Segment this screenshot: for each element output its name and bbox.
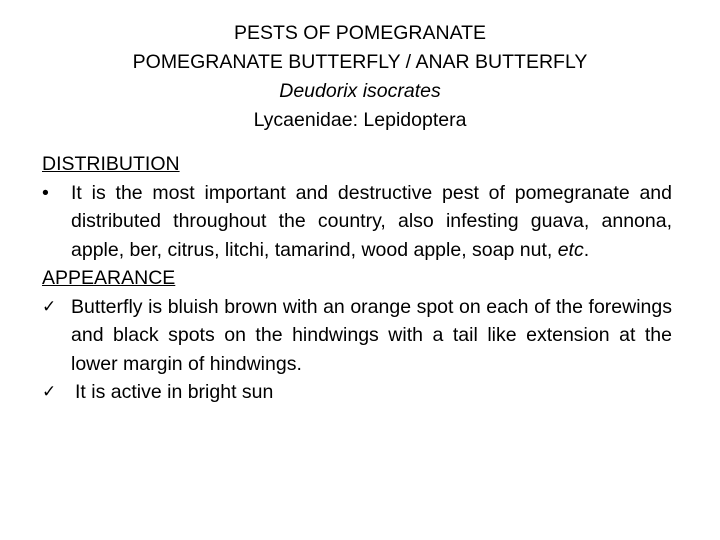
bullet-icon: • [42, 181, 49, 204]
slide-title: PESTS OF POMEGRANATE [233, 22, 487, 44]
checkmark-icon: ✓ [42, 296, 57, 317]
scientific-name: Deudorix isocrates [279, 80, 441, 102]
distribution-heading: DISTRIBUTION [42, 153, 180, 175]
distribution-text: It is the most important and destructive pest of pomegranate and distributed throughout the country, also infesting guava, annona, apple, ber, citrus, litchi, tamarind, wood apple, soap nut, [71, 181, 672, 261]
title-block [0, 19, 720, 135]
appearance-text-2: It is active in bright sun [75, 381, 274, 403]
checkmark-icon: ✓ [42, 382, 57, 402]
distribution-bullet-item [42, 179, 672, 265]
distribution-period: . [583, 238, 590, 261]
appearance-heading: APPEARANCE [42, 267, 176, 289]
family-order: Lycaenidae: Lepidoptera [253, 109, 467, 131]
slide-subtitle: POMEGRANATE BUTTERFLY / ANAR BUTTERFLY [132, 51, 588, 73]
content-body [42, 150, 672, 407]
appearance-item-1 [42, 293, 672, 379]
distribution-etc: etc [557, 238, 584, 261]
appearance-text-1: Butterfly is bluish brown with an orange spot on each of the forewings and black spots on the hindwings with a tail like extension at the lower margin of hindwings. [71, 295, 672, 375]
appearance-item-2 [42, 378, 672, 407]
